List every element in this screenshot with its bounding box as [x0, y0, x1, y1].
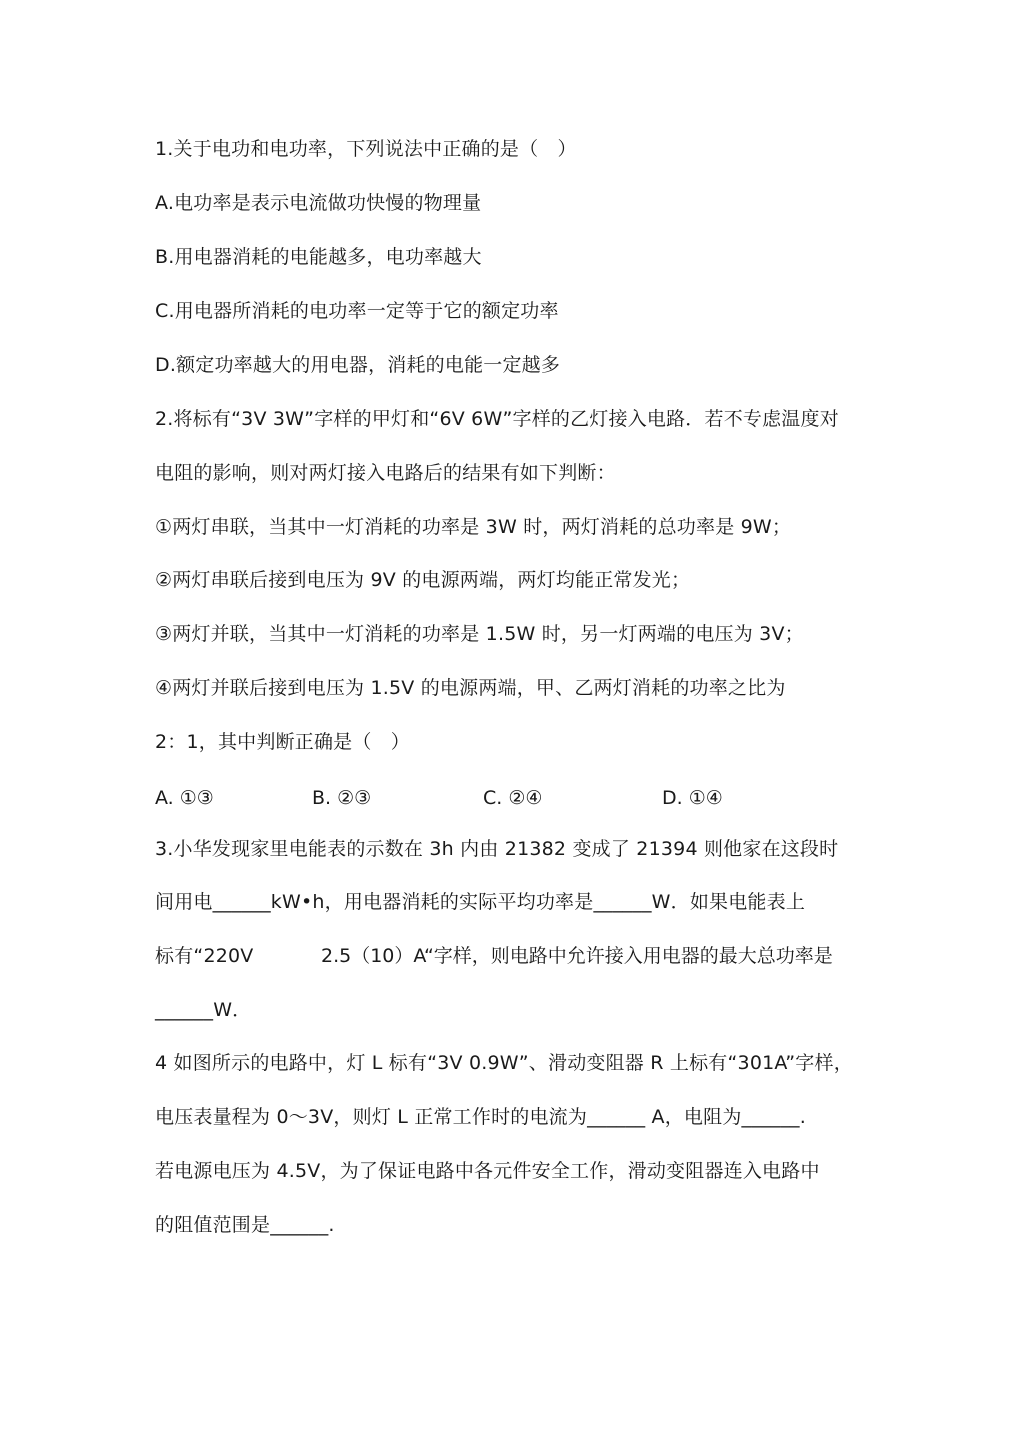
q3-line1: 3.小华发现家里电能表的示数在 3h 内由 21382 变成了 21394 则他家在这段时 — [155, 838, 839, 860]
q2-statement-4-cont: 2：1，其中判断正确是（ ） — [155, 731, 410, 753]
q4-line4: 的阻值范围是______. — [155, 1214, 335, 1236]
q1-option-d: D.额定功率越大的用电器，消耗的电能一定越多 — [155, 354, 561, 376]
q1-option-c: C.用电器所消耗的电功率一定等于它的额定功率 — [155, 300, 559, 322]
q3-line4: ______W． — [155, 999, 252, 1021]
q1-option-a: A.电功率是表示电流做功快慢的物理量 — [155, 192, 482, 214]
q4-line1: 4 如图所示的电路中，灯 L 标有“3V 0.9W”、滑动变阻器 R 上标有“301A”字样， — [155, 1052, 853, 1074]
q2-statement-1: ①两灯串联，当其中一灯消耗的功率是 3W 时，两灯消耗的总功率是 9W； — [155, 516, 792, 538]
q1-stem: 1.关于电功和电功率，下列说法中正确的是（ ） — [155, 138, 577, 160]
q2-statement-4: ④两灯并联后接到电压为 1.5V 的电源两端，甲、乙两灯消耗的功率之比为 — [155, 677, 786, 699]
q2-statement-2: ②两灯串联后接到电压为 9V 的电源两端，两灯均能正常发光； — [155, 569, 691, 591]
q1-option-b: B.用电器消耗的电能越多，电功率越大 — [155, 246, 482, 268]
q3-line2: 间用电______kW•h，用电器消耗的实际平均功率是______W．如果电能表上 — [155, 891, 806, 913]
q2-option-c: C. ②④ — [483, 787, 543, 809]
q2-option-a: A. ①③ — [155, 787, 214, 809]
q3-line3a: 标有“220V — [155, 945, 254, 967]
q3-line3b: 2.5（10）A“字样，则电路中允许接入用电器的最大总功率是 — [321, 945, 833, 967]
q2-option-b: B. ②③ — [312, 787, 372, 809]
q4-line3: 若电源电压为 4.5V，为了保证电路中各元件安全工作，滑动变阻器连入电路中 — [155, 1160, 820, 1182]
q2-option-d: D. ①④ — [662, 787, 723, 809]
q2-stem-line1: 2.将标有“3V 3W”字样的甲灯和“6V 6W”字样的乙灯接入电路．若不专虑温度对 — [155, 408, 839, 430]
q2-stem-line2: 电阻的影响，则对两灯接入电路后的结果有如下判断： — [155, 462, 616, 484]
q2-statement-3: ③两灯并联，当其中一灯消耗的功率是 1.5W 时，另一灯两端的电压为 3V； — [155, 623, 804, 645]
q4-line2: 电压表量程为 0～3V，则灯 L 正常工作时的电流为______ A，电阻为______. — [155, 1106, 806, 1128]
